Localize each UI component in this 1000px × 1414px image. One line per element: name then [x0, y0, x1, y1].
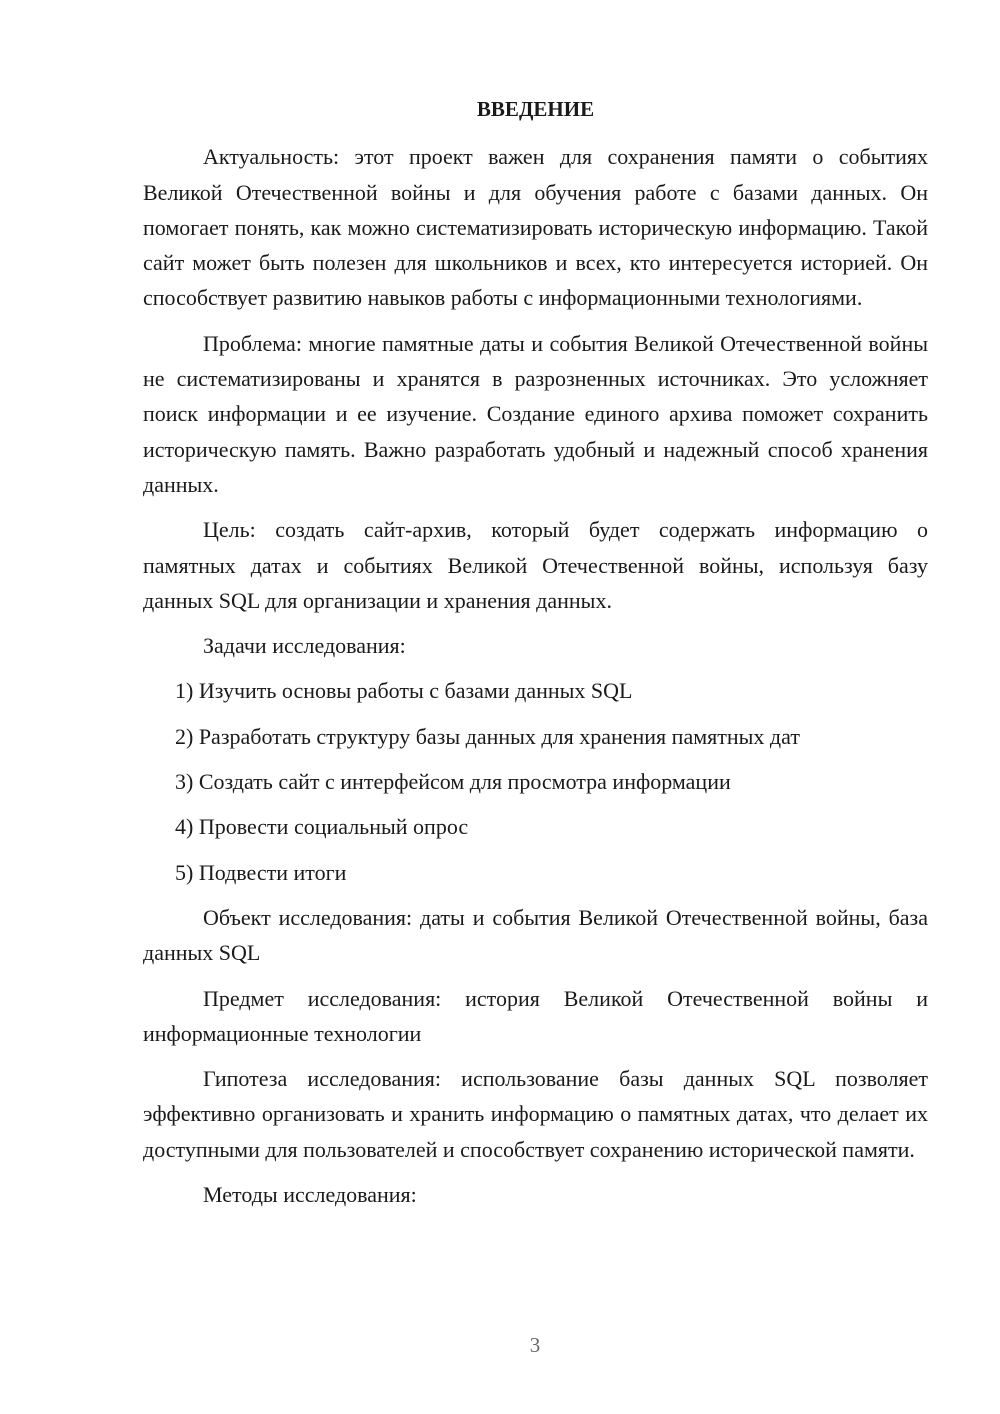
list-item: 3) Создать сайт с интерфейсом для просмотра информации	[175, 769, 731, 795]
paragraph-goal: Цель: создать сайт-архив, который будет содержать информацию о памятных датах и событиях Великой Отечественной войны, используя базу данных SQL для организации и хранения данных.	[143, 517, 928, 613]
list-item: 4) Провести социальный опрос	[175, 814, 469, 840]
list-item: 2) Разработать структуру базы данных для хранения памятных дат	[175, 723, 800, 749]
paragraph-relevance: Актуальность: этот проект важен для сохранения памяти о событиях Великой Отечественной войны и для обучения работе с базами данных. Он помогает понять, как можно систематизировать историческую информацию. Такой сайт может быть полезен для школьников и всех, кто интересуется историей. Он способствует развитию навыков работы с информационными технологиями.	[143, 144, 928, 311]
list-item: 1) Изучить основы работы с базами данных SQL	[175, 678, 633, 704]
paragraph-subject: Предмет исследования: история Великой Отечественной войны и информационные технологии	[143, 985, 928, 1046]
list-item: 5) Подвести итоги	[175, 859, 347, 885]
section-title: ВВЕДЕНИЕ	[476, 97, 595, 121]
page-number: 3	[529, 1333, 541, 1357]
tasks-heading: Задачи исследования:	[203, 633, 406, 659]
methods-heading: Методы исследования:	[203, 1182, 417, 1208]
tasks-list	[143, 673, 928, 889]
paragraph-object: Объект исследования: даты и события Великой Отечественной войны, база данных SQL	[143, 904, 928, 966]
paragraph-problem: Проблема: многие памятные даты и события Великой Отечественной войны не систематизированы и хранятся в разрозненных источниках. Это усложняет поиск информации и ее изучение. Создание единого архива поможет сохранить историческую память. Важно разработать удобный и надежный способ хранения данных.	[143, 330, 928, 497]
document-page	[143, 92, 928, 1222]
paragraph-hypothesis: Гипотеза исследования: использование базы данных SQL позволяет эффективно организовать и хранить информацию о памятных датах, что делает их доступными для пользователей и способствует сохранению исторической памяти.	[143, 1066, 928, 1162]
